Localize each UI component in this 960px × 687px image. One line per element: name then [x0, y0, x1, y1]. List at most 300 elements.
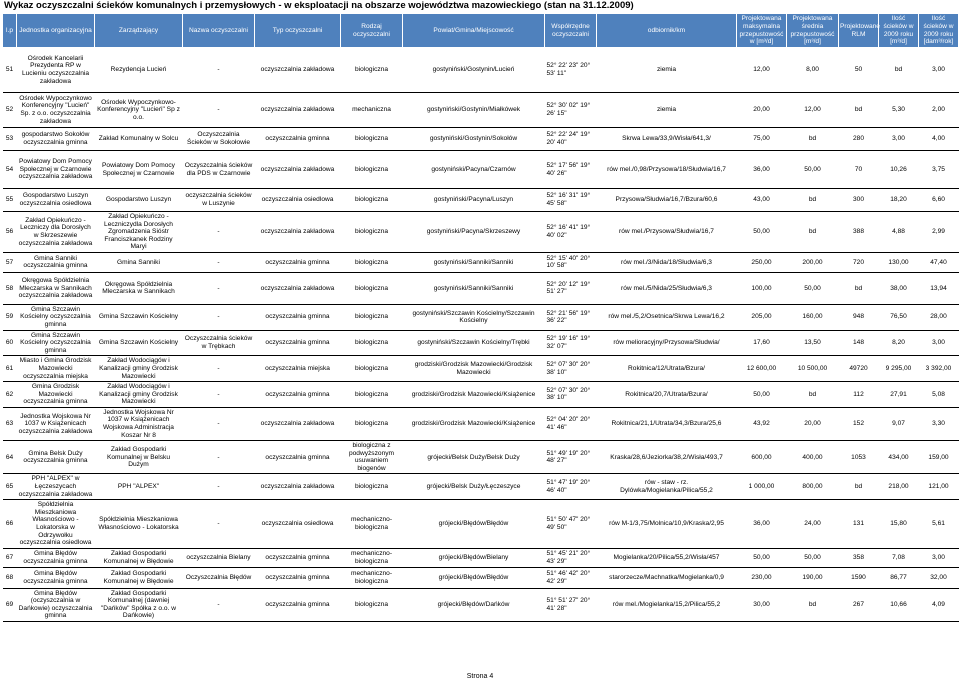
table-cell: 75,00: [737, 128, 787, 151]
col-header-zarzadzajacy: Zarządzający: [95, 14, 183, 48]
table-cell: mechaniczna: [341, 93, 403, 128]
table-cell: grodziski/Grodzisk Mazowiecki/Książenice: [403, 382, 545, 408]
table-cell: grójecki/Błędów/Dańków: [403, 588, 545, 621]
table-cell: Gospodarstwo Luszyn: [95, 189, 183, 212]
table-cell: Okręgowa Spółdzielnia Mleczarska w Sannikach: [95, 272, 183, 304]
table-cell: 9 295,00: [879, 356, 919, 382]
table-cell: -: [183, 382, 255, 408]
table-cell: -: [183, 272, 255, 304]
table-cell: Spółdzielnia Mieszkaniowa Własnościowo - Lokatorska: [95, 500, 183, 548]
table-cell: gostyniński/Gostynin/Miałkówek: [403, 93, 545, 128]
col-header-nazwa: Nazwa oczyszczalni: [183, 14, 255, 48]
table-cell: 18,20: [879, 189, 919, 212]
table-cell: Gmina Szczawin Kościelny: [95, 330, 183, 356]
table-cell: 3,75: [919, 151, 959, 189]
table-cell: Okręgowa Spółdzielnia Mleczarska w Sannikach oczyszczalnia zakładowa: [17, 272, 95, 304]
table-cell: 400,00: [787, 441, 839, 474]
table-cell: 3,30: [919, 407, 959, 440]
table-cell: 112: [839, 382, 879, 408]
table-cell: grójecki/Belsk Duży/Belsk Duży: [403, 441, 545, 474]
col-header-max-przepustowosc: Projektowana maksymalna przepustowość w [m³/d]: [737, 14, 787, 48]
table-cell: oczyszczalnia gminna: [255, 128, 341, 151]
table-cell: biologiczna: [341, 304, 403, 330]
table-cell: 67: [3, 548, 17, 567]
table-cell: ziemia: [597, 93, 737, 128]
table-cell: 27,91: [879, 382, 919, 408]
table-cell: biologiczna: [341, 252, 403, 272]
table-cell: Zakład Wodociągów i Kanalizacji gminy Grodzisk Mazowiecki: [95, 382, 183, 408]
table-cell: 52° 22' 23" 20° 53' 11": [545, 48, 597, 93]
table-cell: biologiczna: [341, 189, 403, 212]
table-cell: Rokitnica/20,7/Utrata/Bzura/: [597, 382, 737, 408]
table-cell: Powiatowy Dom Pomocy Społecznej w Czarnowie: [95, 151, 183, 189]
table-cell: mechaniczno-biologiczna: [341, 548, 403, 567]
table-cell: Skrwa Lewa/33,9/Wisła/641,3/: [597, 128, 737, 151]
table-cell: gostyniński/Szczawin Kościelny/Trębki: [403, 330, 545, 356]
table-cell: Spółdzielnia Mieszkaniowa Własnościowo - Lokatorska w Odrzywołku oczyszczalnia osiedlowa: [17, 500, 95, 548]
table-cell: 4,88: [879, 212, 919, 253]
table-cell: rów M-1/3,75/Molnica/10,9/Kraska/2,95: [597, 500, 737, 548]
table-cell: grójecki/Błędów/Błędów: [403, 567, 545, 588]
table-cell: 51° 50' 47" 20° 49' 50": [545, 500, 597, 548]
table-body: [3, 48, 959, 622]
table-row: [3, 356, 959, 382]
table-cell: 230,00: [737, 567, 787, 588]
table-cell: oczyszczalnia osiedlowa: [255, 189, 341, 212]
table-cell: 51: [3, 48, 17, 93]
table-cell: 55: [3, 189, 17, 212]
table-cell: bd: [879, 48, 919, 93]
table-cell: Gmina Błędów oczyszczalnia gminna: [17, 548, 95, 567]
col-header-lp: l.p: [3, 14, 17, 48]
table-cell: 52° 30' 02" 19° 26' 15": [545, 93, 597, 128]
table-cell: 3,00: [919, 330, 959, 356]
table-cell: bd: [839, 272, 879, 304]
table-cell: 205,00: [737, 304, 787, 330]
table-cell: 100,00: [737, 272, 787, 304]
table-cell: Gmina Sanniki oczyszczalnia gminna: [17, 252, 95, 272]
table-row: [3, 128, 959, 151]
table-cell: 358: [839, 548, 879, 567]
table-cell: 52° 07' 30" 20° 38' 10": [545, 382, 597, 408]
table-cell: oczyszczalnia gminna: [255, 548, 341, 567]
table-cell: 49720: [839, 356, 879, 382]
table-cell: oczyszczalnia gminna: [255, 441, 341, 474]
table-cell: 66: [3, 500, 17, 548]
table-cell: 159,00: [919, 441, 959, 474]
table-cell: 1590: [839, 567, 879, 588]
col-header-ilosc-roczna: Ilość ścieków w 2009 roku [dam³/rok]: [919, 14, 959, 48]
table-cell: oczyszczalnia gminna: [255, 330, 341, 356]
table-cell: 24,00: [787, 500, 839, 548]
table-cell: Przysowa/Słudwia/16,7/Bzura/60,6: [597, 189, 737, 212]
table-cell: 1 000,00: [737, 474, 787, 500]
table-cell: 20,00: [737, 93, 787, 128]
table-cell: 300: [839, 189, 879, 212]
table-cell: Ośrodek Wypoczynkowo-Konferencyjny "Lucień" Sp z o.o.: [95, 93, 183, 128]
table-cell: oczyszczalnia osiedlowa: [255, 500, 341, 548]
table-cell: 51° 51' 27" 20° 41' 28": [545, 588, 597, 621]
table-cell: 52° 22' 24" 19° 20' 40": [545, 128, 597, 151]
table-cell: -: [183, 407, 255, 440]
table-cell: 160,00: [787, 304, 839, 330]
table-cell: -: [183, 356, 255, 382]
table-cell: 131: [839, 500, 879, 548]
table-cell: biologiczna: [341, 151, 403, 189]
col-header-odbiornik: odbiornik/km: [597, 14, 737, 48]
table-cell: 51° 49' 19" 20° 48' 27": [545, 441, 597, 474]
table-cell: 52° 07' 30" 20° 38' 10": [545, 356, 597, 382]
col-header-powiat: Powiat/Gmina/Miejscowość: [403, 14, 545, 48]
table-cell: -: [183, 304, 255, 330]
table-cell: 43,92: [737, 407, 787, 440]
table-cell: mechaniczno-biologiczna: [341, 567, 403, 588]
table-cell: 52° 04' 20" 20° 41' 46": [545, 407, 597, 440]
table-cell: biologiczna: [341, 212, 403, 253]
table-cell: Gmina Grodzisk Mazowiecki oczyszczalnia gminna: [17, 382, 95, 408]
table-cell: 17,60: [737, 330, 787, 356]
table-cell: -: [183, 500, 255, 548]
table-cell: Gmina Szczawin Kościelny: [95, 304, 183, 330]
table-cell: 69: [3, 588, 17, 621]
table-cell: 63: [3, 407, 17, 440]
table-cell: gospodarstwo Sokołów oczyszczalnia gminna: [17, 128, 95, 151]
table-cell: mechaniczno-biologiczna: [341, 500, 403, 548]
table-cell: 50,00: [787, 272, 839, 304]
table-cell: -: [183, 441, 255, 474]
table-cell: gostyniński/Sanniki/Sanniki: [403, 272, 545, 304]
table-cell: Miasto i Gmina Grodzisk Mazowiecki oczyszczalnia miejska: [17, 356, 95, 382]
table-cell: Rokitnica/21,1/Utrata/34,3/Bzura/25,6: [597, 407, 737, 440]
table-cell: 70: [839, 151, 879, 189]
table-cell: Gmina Błędów oczyszczalnia gminna: [17, 567, 95, 588]
table-cell: 52° 16' 31" 19° 45' 58": [545, 189, 597, 212]
table-cell: 51° 46' 42" 20° 42' 29": [545, 567, 597, 588]
table-cell: 13,50: [787, 330, 839, 356]
table-cell: Powiatowy Dom Pomocy Społecznej w Czarnowie oczyszczalnia zakładowa: [17, 151, 95, 189]
table-cell: biologiczna: [341, 48, 403, 93]
table-cell: -: [183, 252, 255, 272]
table-cell: 434,00: [879, 441, 919, 474]
table-cell: Zakład Gospodarki Komunalnej w Błędowie: [95, 567, 183, 588]
table-cell: 200,00: [787, 252, 839, 272]
table-cell: 4,09: [919, 588, 959, 621]
table-row: [3, 272, 959, 304]
table-cell: Gmina Szczawin Kościelny oczyszczalnia gminna: [17, 330, 95, 356]
table-cell: biologiczna: [341, 356, 403, 382]
table-cell: oczyszczalnia miejska: [255, 356, 341, 382]
table-cell: 52° 17' 56" 19° 40' 26": [545, 151, 597, 189]
table-cell: biologiczna: [341, 128, 403, 151]
table-row: [3, 48, 959, 93]
table-cell: Gmina Sanniki: [95, 252, 183, 272]
table-cell: 68: [3, 567, 17, 588]
table-cell: rów mel./0,98/Przysowa/18/Słudwia/16,7: [597, 151, 737, 189]
table-cell: 5,61: [919, 500, 959, 548]
col-header-jednostka: Jednostka organizacyjna: [17, 14, 95, 48]
table-cell: Oczyszczalnia ścieków dla PDS w Czarnowie: [183, 151, 255, 189]
table-row: [3, 441, 959, 474]
table-cell: 76,50: [879, 304, 919, 330]
table-cell: 5,08: [919, 382, 959, 408]
table-cell: bd: [787, 189, 839, 212]
table-cell: gostyniński/Sanniki/Sanniki: [403, 252, 545, 272]
table-cell: 720: [839, 252, 879, 272]
table-cell: Gmina Błędów (oczyszczalnia w Dańkowie) oczyszczalnia gminna: [17, 588, 95, 621]
table-cell: gostyniński/Szczawin Kościelny/Szczawin Kościelny: [403, 304, 545, 330]
table-cell: gostyniński/Pacyna/Skrzeszewy: [403, 212, 545, 253]
table-cell: 13,94: [919, 272, 959, 304]
table-cell: biologiczna: [341, 474, 403, 500]
table-cell: Rezydencja Lucień: [95, 48, 183, 93]
table-row: [3, 304, 959, 330]
table-cell: Gmina Szczawin Kościelny oczyszczalnia gminna: [17, 304, 95, 330]
table-cell: Oczyszczalnia ścieków w Trębkach: [183, 330, 255, 356]
table-cell: 30,00: [737, 588, 787, 621]
table-cell: Zakład Wodociągów i Kanalizacji gminy Grodzisk Mazowiecki: [95, 356, 183, 382]
table-cell: oczyszczalnia zakładowa: [255, 272, 341, 304]
table-cell: rów mel./5,2/Osetnica/Skrwa Lewa/16,2: [597, 304, 737, 330]
table-cell: rów mel./Przysowa/Słudwia/16,7: [597, 212, 737, 253]
table-cell: grójecki/Błędów/Błędów: [403, 500, 545, 548]
table-cell: 4,00: [919, 128, 959, 151]
table-cell: 10,26: [879, 151, 919, 189]
table-cell: 61: [3, 356, 17, 382]
table-cell: 6,60: [919, 189, 959, 212]
table-cell: gostyniński/Pacyna/Luszyn: [403, 189, 545, 212]
table-cell: Gospodarstwo Luszyn oczyszczalnia osiedlowa: [17, 189, 95, 212]
table-cell: -: [183, 474, 255, 500]
table-cell: 1053: [839, 441, 879, 474]
table-cell: Ośrodek Kancelarii Prezydenta RP w Lucieniu oczyszczalnia zakładowa: [17, 48, 95, 93]
table-cell: Zakład Gospodarki Komunalnej w Błędowie: [95, 548, 183, 567]
table-cell: Oczyszczalnia Błędów: [183, 567, 255, 588]
table-cell: ziemia: [597, 48, 737, 93]
table-cell: oczyszczalnia gminna: [255, 382, 341, 408]
table-cell: Oczyszczalnia Ścieków w Sokołowie: [183, 128, 255, 151]
table-cell: 8,00: [787, 48, 839, 93]
table-cell: 56: [3, 212, 17, 253]
table-cell: 8,20: [879, 330, 919, 356]
table-cell: biologiczna: [341, 330, 403, 356]
table-cell: Zakład Opiekuńczo - Leczniczydla Dorosłych Zgromadzenia Sióstr Franciszkanek Rodziny Maryi: [95, 212, 183, 253]
table-cell: rów - staw - rz. Dylówka/Mogielanka/Pilica/55,2: [597, 474, 737, 500]
table-cell: gostyniński/Gostynin/Lucień: [403, 48, 545, 93]
table-row: [3, 567, 959, 588]
table-cell: 3,00: [919, 48, 959, 93]
col-header-rodzaj: Rodzaj oczyszczalni: [341, 14, 403, 48]
table-cell: Gmina Belsk Duży oczyszczalnia gminna: [17, 441, 95, 474]
table-cell: 38,00: [879, 272, 919, 304]
table-cell: bd: [787, 382, 839, 408]
table-cell: 250,00: [737, 252, 787, 272]
table-cell: bd: [787, 128, 839, 151]
table-cell: 51° 47' 19" 20° 46' 40": [545, 474, 597, 500]
table-cell: -: [183, 588, 255, 621]
table-row: [3, 407, 959, 440]
table-cell: 62: [3, 382, 17, 408]
table-cell: 15,80: [879, 500, 919, 548]
table-cell: oczyszczalnia zakładowa: [255, 48, 341, 93]
table-cell: biologiczna: [341, 272, 403, 304]
table-cell: 9,07: [879, 407, 919, 440]
table-row: [3, 212, 959, 253]
table-cell: Zakład Gospodarki Komunalnej (dawniej "Dańków" Spółka z o.o. w Dańkowie): [95, 588, 183, 621]
table-cell: Jednostka Wojskowa Nr 1037 w Książenicach Wojskowa Administracja Koszar Nr 8: [95, 407, 183, 440]
table-cell: biologiczna z podwyższonym usuwaniem biogenów: [341, 441, 403, 474]
table-cell: -: [183, 93, 255, 128]
col-header-wspolrzedne: Współrzędne oczyszczalni: [545, 14, 597, 48]
table-cell: 32,00: [919, 567, 959, 588]
table-row: [3, 189, 959, 212]
table-cell: 190,00: [787, 567, 839, 588]
table-cell: 50,00: [737, 548, 787, 567]
table-cell: 47,40: [919, 252, 959, 272]
table-cell: 121,00: [919, 474, 959, 500]
table-cell: PPH "ALPEX": [95, 474, 183, 500]
table-row: [3, 151, 959, 189]
table-cell: 52° 15' 40" 20° 10' 58": [545, 252, 597, 272]
table-cell: 50,00: [737, 382, 787, 408]
table-cell: 50,00: [787, 548, 839, 567]
table-cell: 3,00: [879, 128, 919, 151]
table-cell: rów mel./Mogielanka/15,2/Pilica/55,2: [597, 588, 737, 621]
table-cell: oczyszczalnia zakładowa: [255, 151, 341, 189]
table-cell: 5,30: [879, 93, 919, 128]
table-cell: oczyszczalnia gminna: [255, 252, 341, 272]
table-cell: 52° 21' 56" 19° 36' 22": [545, 304, 597, 330]
table-cell: biologiczna: [341, 588, 403, 621]
table-cell: 948: [839, 304, 879, 330]
table-cell: oczyszczalnia zakładowa: [255, 407, 341, 440]
wwtp-table: [2, 13, 959, 622]
table-cell: 12 600,00: [737, 356, 787, 382]
table-cell: 388: [839, 212, 879, 253]
table-cell: 12,00: [737, 48, 787, 93]
table-cell: 36,00: [737, 500, 787, 548]
table-cell: PPH "ALPEX" w Łęczeszycach oczyszczalnia zakładowa: [17, 474, 95, 500]
table-cell: oczyszczalnia gminna: [255, 567, 341, 588]
table-cell: 600,00: [737, 441, 787, 474]
table-cell: gostyniński/Gostynin/Sokołów: [403, 128, 545, 151]
table-cell: Zakład Komunalny w Solcu: [95, 128, 183, 151]
table-cell: rów mel./5/Nida/25/Słudwia/6,3: [597, 272, 737, 304]
table-cell: grodziski/Grodzisk Mazowiecki/Grodzisk Mazowiecki: [403, 356, 545, 382]
table-cell: Zakład Opiekuńczo - Leczniczy dla Dorosłych w Skrzeszewie oczyszczalnia zakładowa: [17, 212, 95, 253]
table-row: [3, 330, 959, 356]
table-cell: 2,00: [919, 93, 959, 128]
table-cell: bd: [787, 588, 839, 621]
table-cell: 54: [3, 151, 17, 189]
table-cell: Kraska/28,6/Jeziorka/38,2/Wisła/493,7: [597, 441, 737, 474]
table-cell: 152: [839, 407, 879, 440]
table-cell: 50,00: [787, 151, 839, 189]
table-cell: Zakład Gospodarki Komunalnej w Belsku Dużym: [95, 441, 183, 474]
table-cell: gostyniński/Pacyna/Czarnów: [403, 151, 545, 189]
col-header-rlm: Projektowane RLM: [839, 14, 879, 48]
table-header-row: [3, 14, 959, 48]
table-cell: 58: [3, 272, 17, 304]
table-cell: 10,66: [879, 588, 919, 621]
table-cell: oczyszczalnia ścieków w Luszynie: [183, 189, 255, 212]
table-cell: biologiczna: [341, 407, 403, 440]
table-cell: 52° 19' 16" 19° 32' 07": [545, 330, 597, 356]
table-cell: 20,00: [787, 407, 839, 440]
page-footer: Strona 4: [466, 673, 494, 680]
table-cell: 86,77: [879, 567, 919, 588]
table-cell: 28,00: [919, 304, 959, 330]
col-header-typ: Typ oczyszczalni: [255, 14, 341, 48]
table-cell: 12,00: [787, 93, 839, 128]
table-cell: 3 392,00: [919, 356, 959, 382]
table-cell: rów mel./3/Nida/18/Słudwia/6,3: [597, 252, 737, 272]
table-cell: bd: [839, 474, 879, 500]
table-row: [3, 474, 959, 500]
table-cell: 36,00: [737, 151, 787, 189]
table-cell: 130,00: [879, 252, 919, 272]
table-cell: grójecki/Belsk Duży/Łęczeszyce: [403, 474, 545, 500]
table-row: [3, 500, 959, 548]
table-cell: 2,99: [919, 212, 959, 253]
table-cell: 53: [3, 128, 17, 151]
table-cell: Jednostka Wojskowa Nr 1037 w Książenicach oczyszczalnia zakładowa: [17, 407, 95, 440]
table-row: [3, 382, 959, 408]
table-cell: oczyszczalnia zakładowa: [255, 93, 341, 128]
table-cell: 800,00: [787, 474, 839, 500]
table-cell: 59: [3, 304, 17, 330]
table-cell: 65: [3, 474, 17, 500]
table-cell: -: [183, 212, 255, 253]
table-cell: 52° 16' 41" 19° 40' 02": [545, 212, 597, 253]
table-cell: oczyszczalnia zakładowa: [255, 474, 341, 500]
table-cell: grodziski/Grodzisk Mazowiecki/Książenice: [403, 407, 545, 440]
table-cell: oczyszczalnia Bielany: [183, 548, 255, 567]
table-cell: 64: [3, 441, 17, 474]
table-row: [3, 93, 959, 128]
table-cell: bd: [787, 212, 839, 253]
table-cell: bd: [839, 93, 879, 128]
table-cell: 218,00: [879, 474, 919, 500]
table-cell: 57: [3, 252, 17, 272]
table-cell: 3,00: [919, 548, 959, 567]
table-cell: 7,08: [879, 548, 919, 567]
table-cell: starorzecze/Machnatka/Mogielanka/0,9: [597, 567, 737, 588]
table-row: [3, 588, 959, 621]
table-cell: Rokitnica/12/Utrata/Bzura/: [597, 356, 737, 382]
table-cell: 43,00: [737, 189, 787, 212]
col-header-ilosc-dobowa: Ilość ścieków w 2009 roku [m³/d]: [879, 14, 919, 48]
page-title: Wykaz oczyszczalni ścieków komunalnych i przemysłowych - w eksploatacji na obszarze województwa mazowieckiego (stan na 31.12.2009): [4, 0, 634, 11]
table-cell: 52° 20' 12" 19° 51' 27": [545, 272, 597, 304]
table-row: [3, 252, 959, 272]
table-cell: -: [183, 48, 255, 93]
table-cell: 50,00: [737, 212, 787, 253]
table-cell: oczyszczalnia gminna: [255, 304, 341, 330]
table-cell: 52: [3, 93, 17, 128]
table-row: [3, 548, 959, 567]
table-cell: 148: [839, 330, 879, 356]
table-cell: 280: [839, 128, 879, 151]
table-cell: oczyszczalnia gminna: [255, 588, 341, 621]
table-cell: rów melioracyjny/Przysowa/Słudwia/: [597, 330, 737, 356]
table-cell: biologiczna: [341, 382, 403, 408]
table-cell: 267: [839, 588, 879, 621]
table-cell: Ośrodek Wypoczynkowo Konferencyjny "Lucień" Sp. z o.o. oczyszczalnia zakładowa: [17, 93, 95, 128]
col-header-srednia-przepustowosc: Projektowana średnia przepustowość [m³/d]: [787, 14, 839, 48]
table-cell: 10 500,00: [787, 356, 839, 382]
table-cell: 60: [3, 330, 17, 356]
table-cell: grójecki/Błędów/Bielany: [403, 548, 545, 567]
